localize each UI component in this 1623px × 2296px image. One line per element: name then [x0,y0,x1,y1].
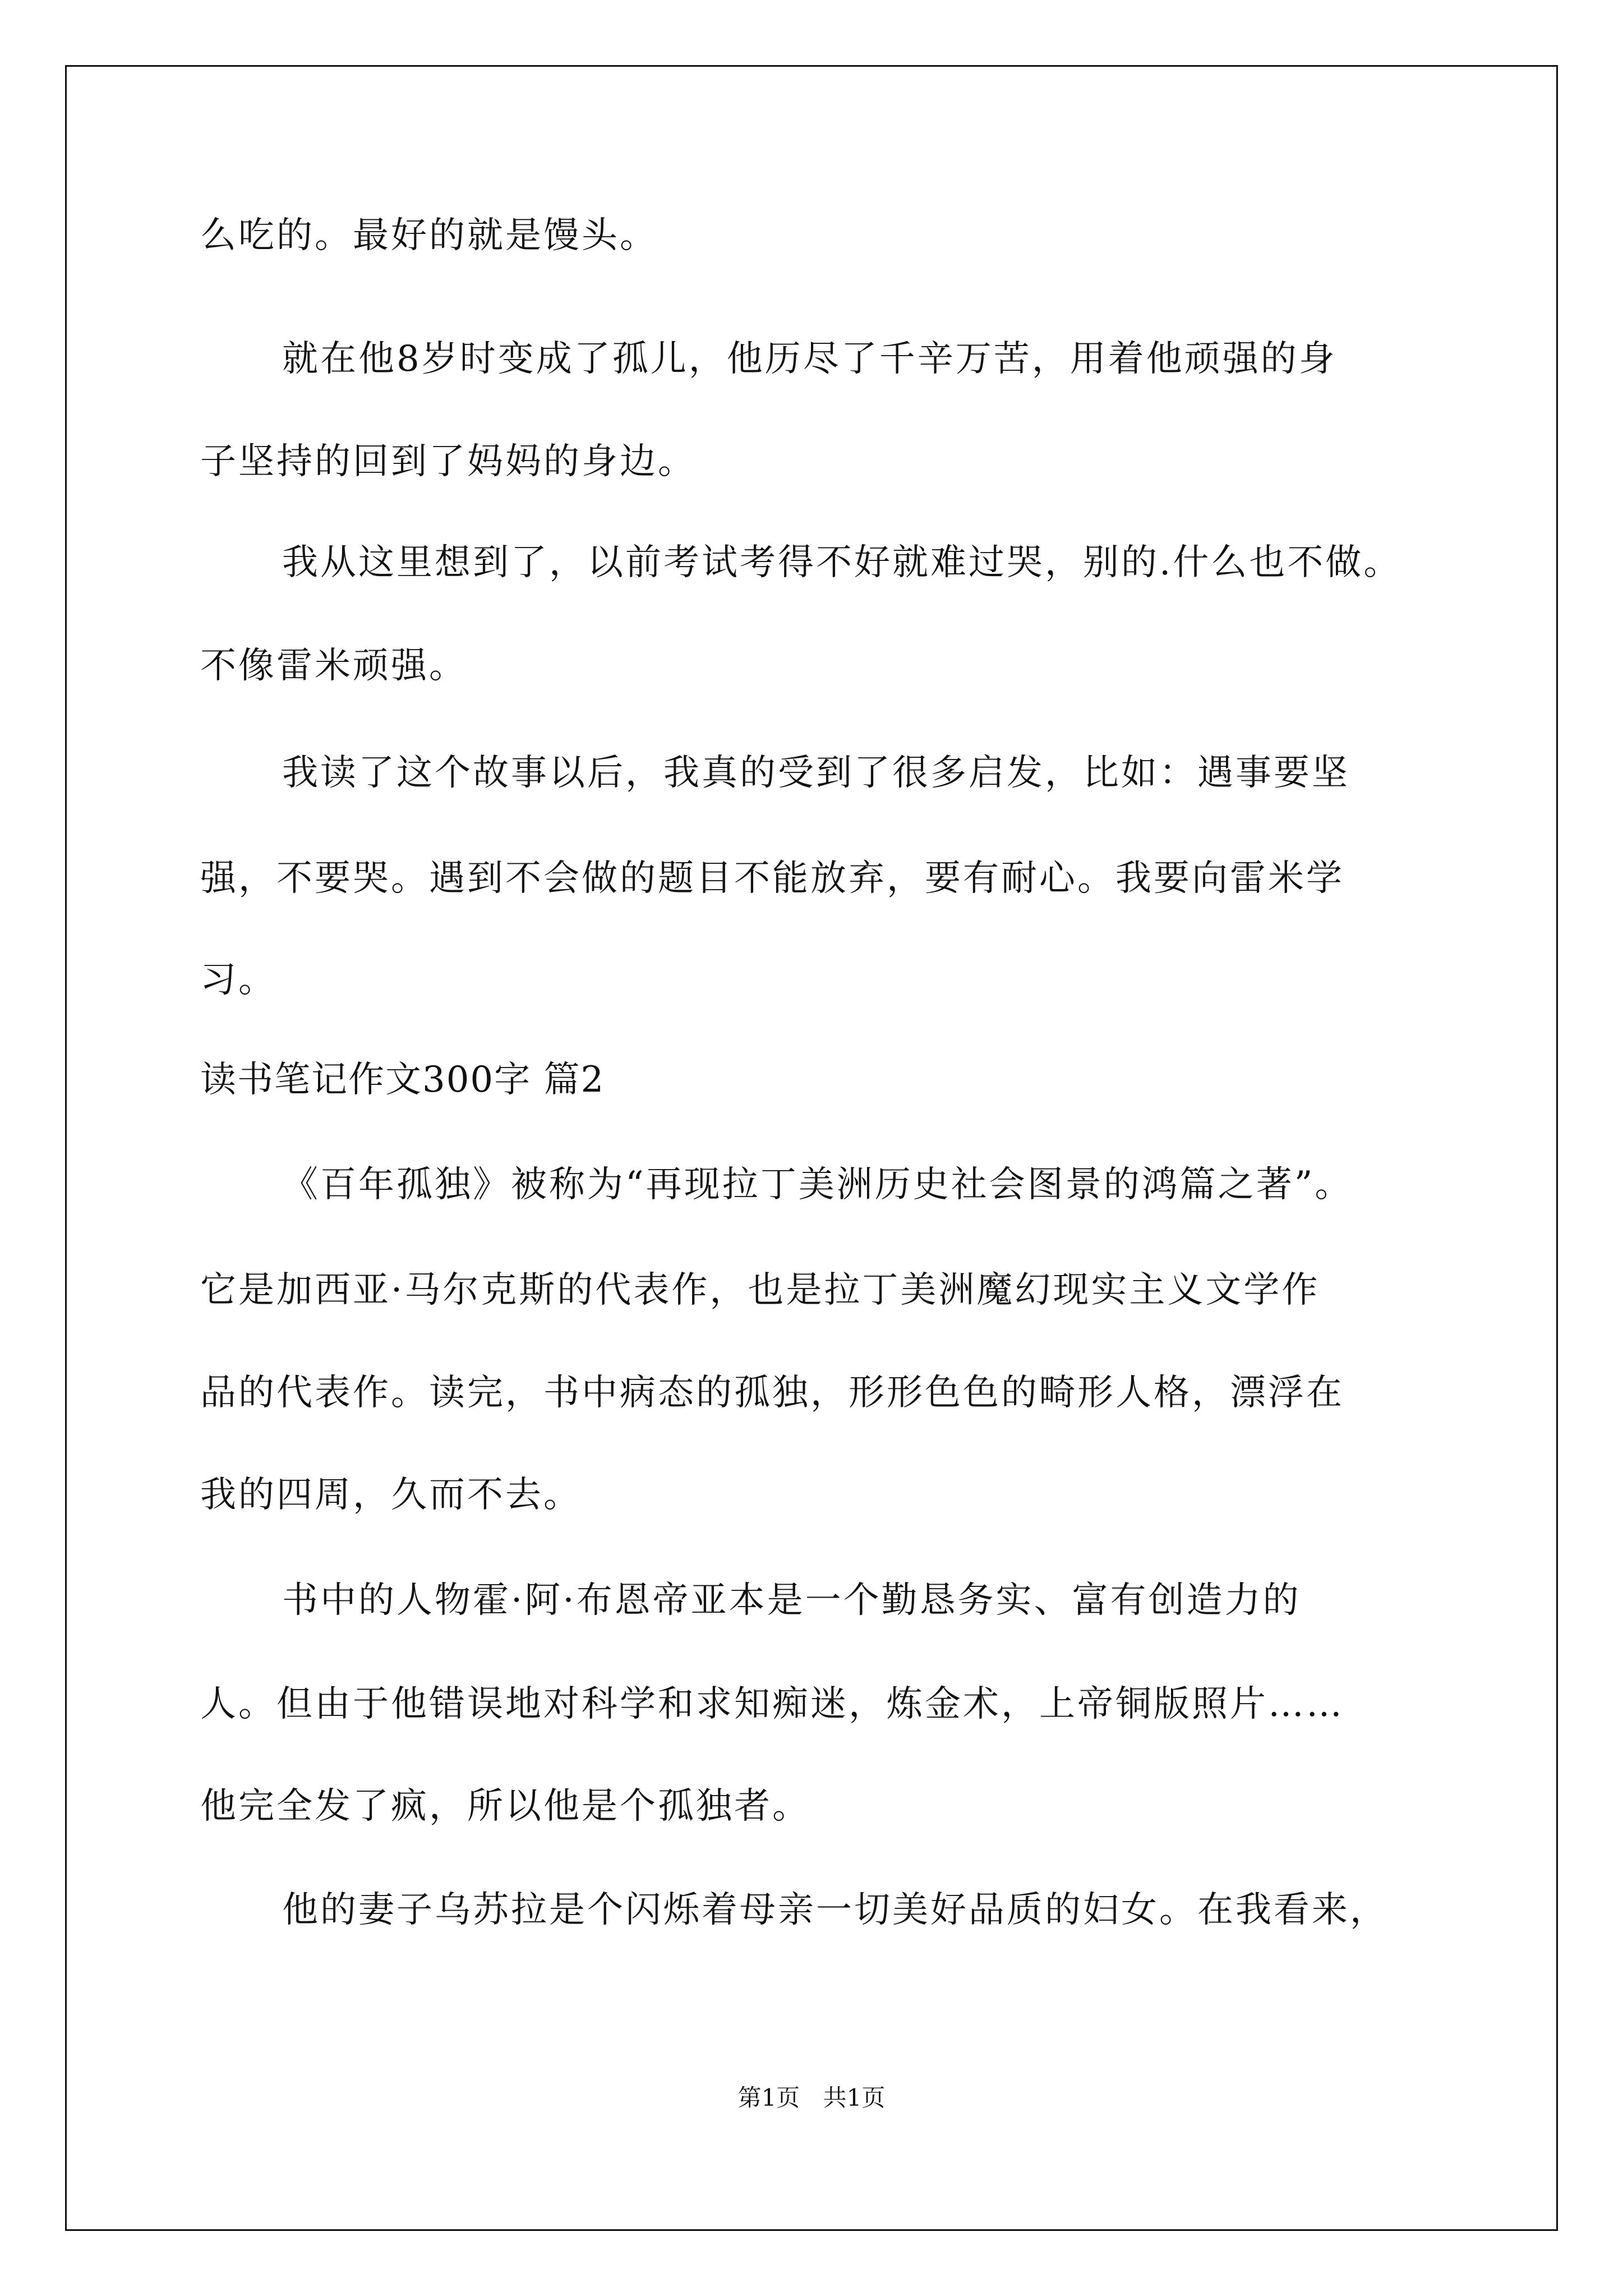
paragraph-first-line: 书中的人物霍·阿·布恩帝亚本是一个勤恳务实、富有创造力的 [282,1580,1301,1621]
section-heading: 读书笔记作文300字 篇2 [200,1059,605,1101]
paragraph-first-line: 就在他8岁时变成了孤儿，他历尽了千辛万苦，用着他顽强的身 [282,338,1337,380]
paragraph-first-line: 我读了这个故事以后，我真的受到了很多启发，比如：遇事要坚 [282,752,1350,794]
text-line: 它是加西亚·马尔克斯的代表作，也是拉丁美洲魔幻现实主义文学作 [200,1269,1320,1311]
text-line: 强，不要哭。遇到不会做的题目不能放弃，要有耐心。我要向雷米学 [200,858,1344,899]
page-total: 共1页 [823,2084,886,2111]
paragraph-first-line: 《百年孤独》被称为“再现拉丁美洲历史社会图景的鸿篇之著”。 [282,1164,1353,1205]
page-footer [0,2081,1623,2115]
text-line: 人。但由于他错误地对科学和求知痴迷，炼金术，上帝铜版照片…… [200,1683,1344,1725]
paragraph-first-line: 他的妻子乌苏拉是个闪烁着母亲一切美好品质的妇女。在我看来， [282,1889,1388,1931]
text-line: 品的代表作。读完，书中病态的孤独，形形色色的畸形人格，漂浮在 [200,1372,1344,1414]
page-number: 第1页 [737,2084,800,2111]
text-line: 我的四周，久而不去。 [200,1474,582,1516]
text-line: 习。 [200,959,276,1001]
text-line: 不像雷米顽强。 [200,645,467,687]
text-line: 他完全发了疯，所以他是个孤独者。 [200,1786,810,1827]
text-line: 么吃的。最好的就是馒头。 [200,215,658,256]
paragraph-first-line: 我从这里想到了，以前考试考得不好就难过哭，别的.什么也不做。 [282,542,1402,583]
text-line: 子坚持的回到了妈妈的身边。 [200,441,696,482]
